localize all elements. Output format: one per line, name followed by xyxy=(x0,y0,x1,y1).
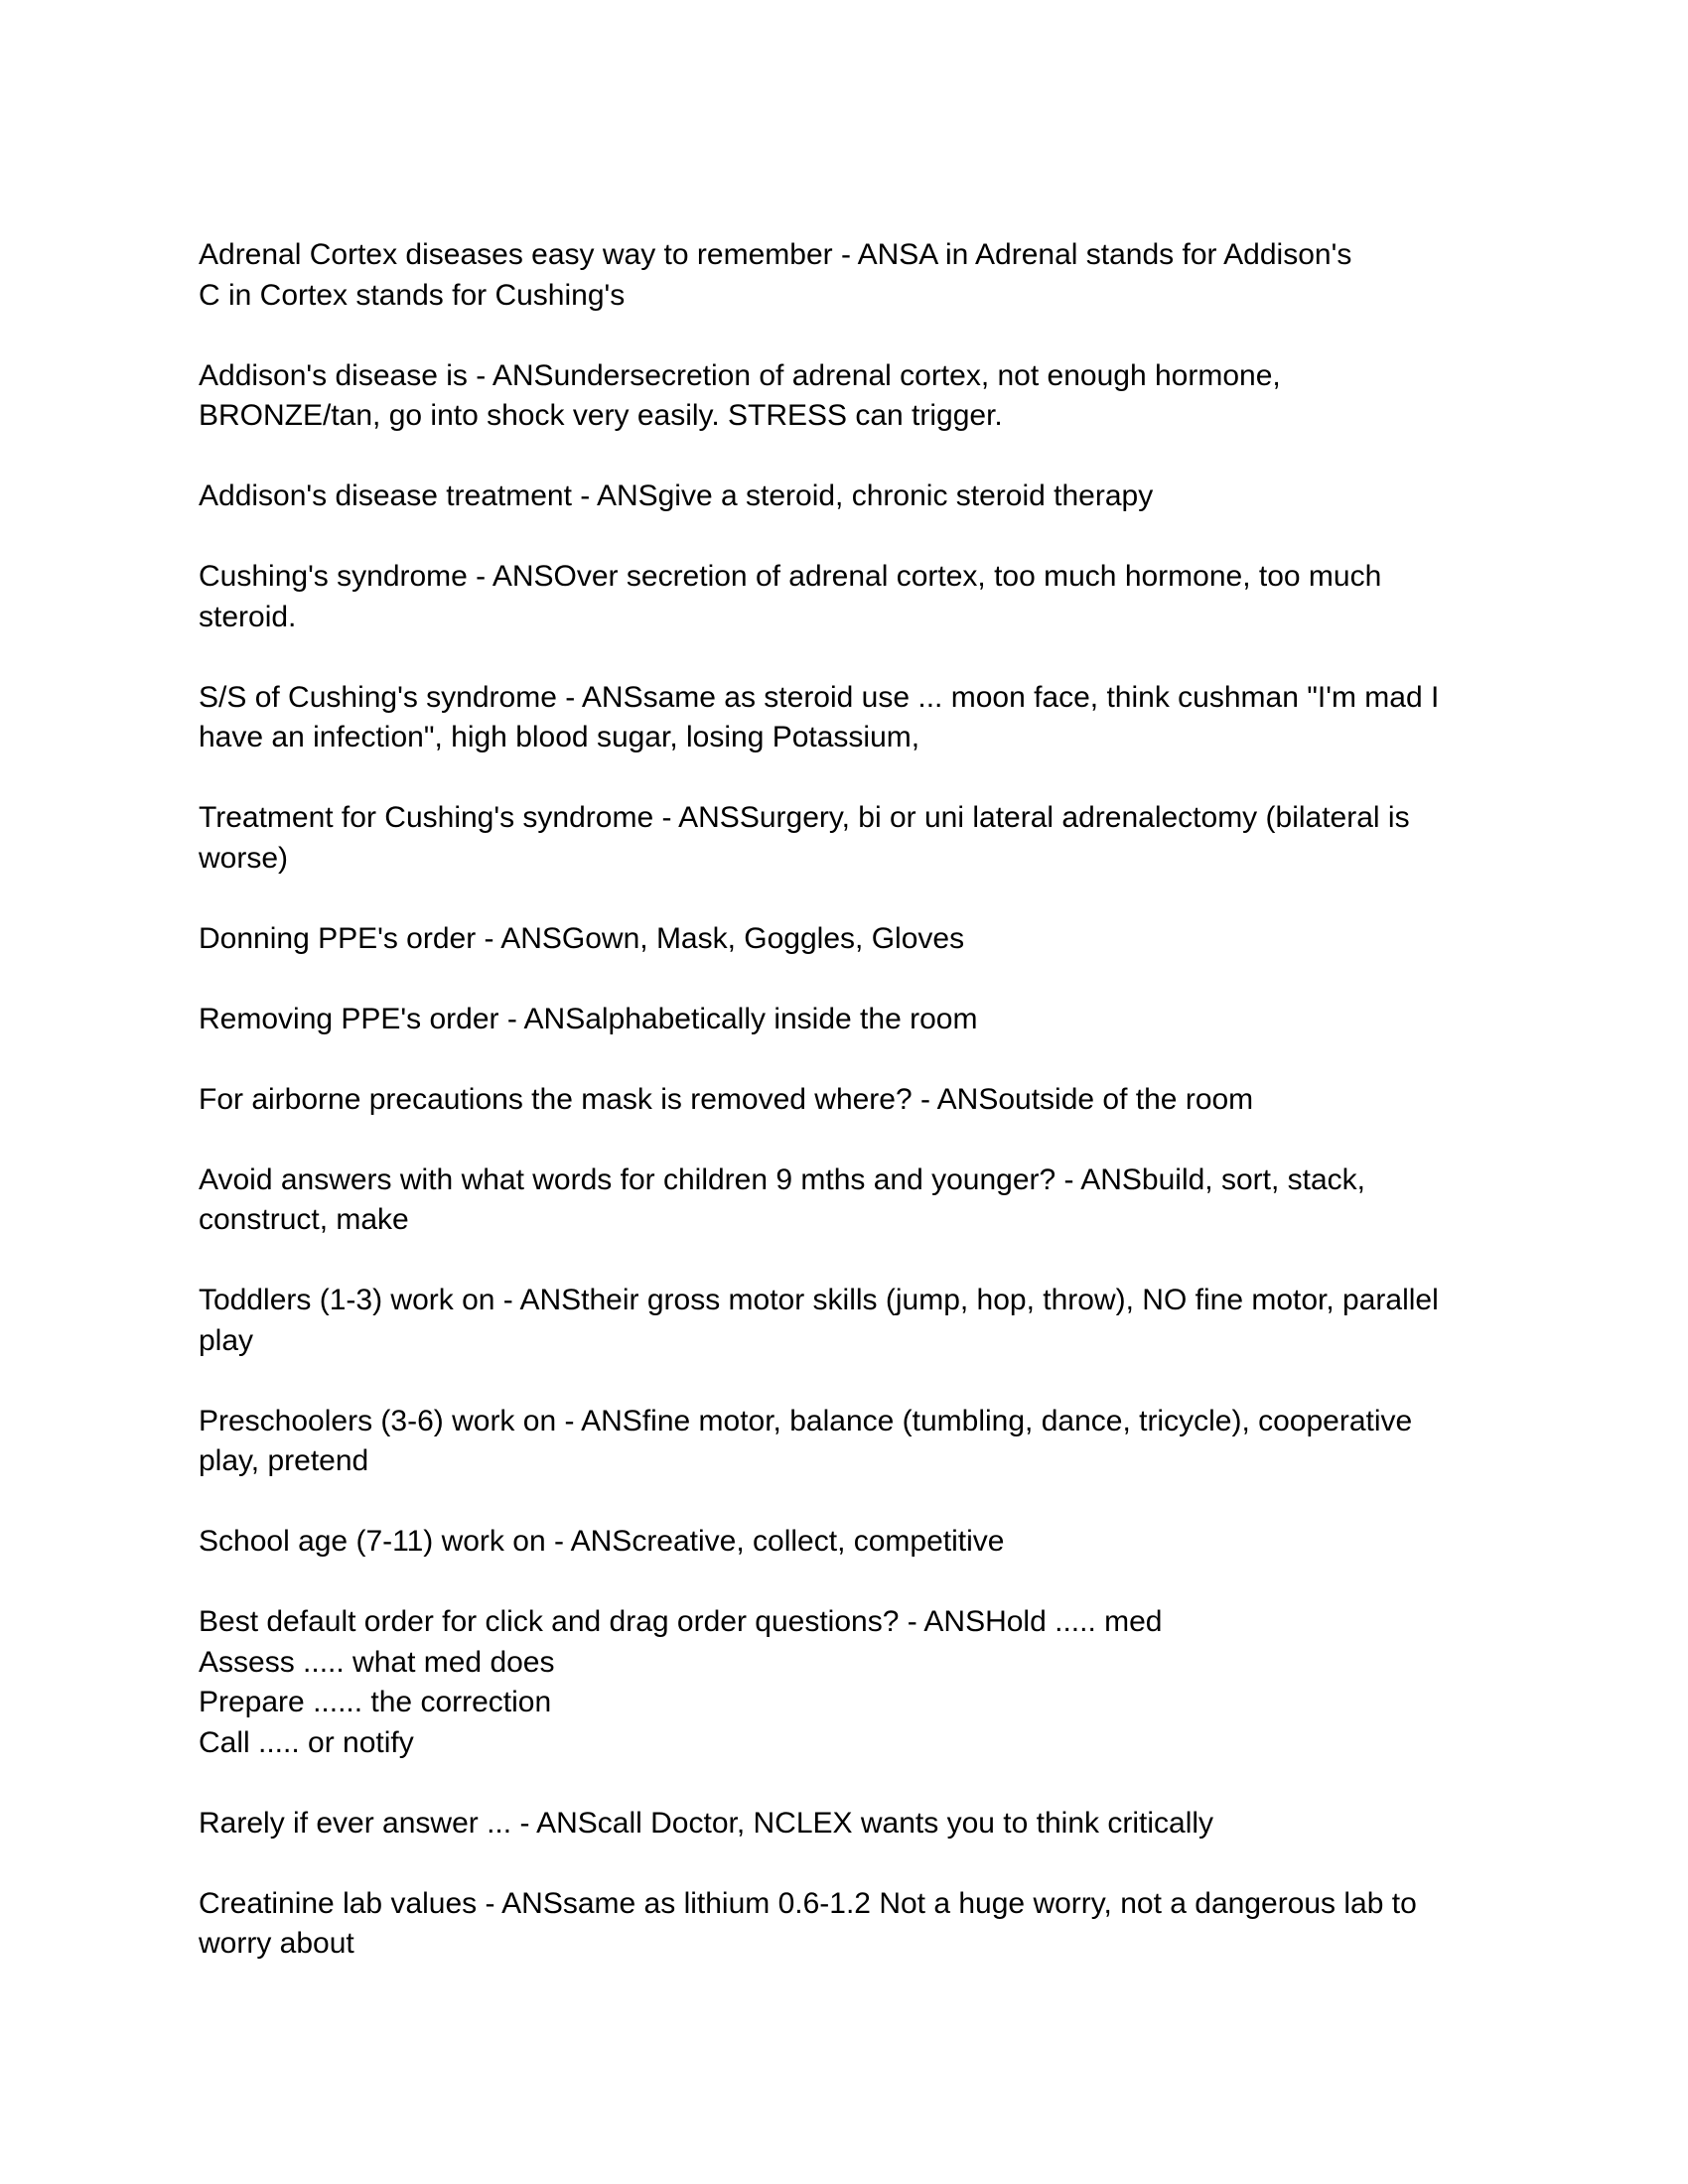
entry-cushings-syndrome: Cushing's syndrome - ANSOver secretion of adrenal cortex, too much hormone, too much steroid. xyxy=(199,560,1382,633)
entry-adrenal-cortex-mnemonic: Adrenal Cortex diseases easy way to remember - ANSA in Adrenal stands for Addison's C in Cortex stands for Cushing's xyxy=(199,238,1352,312)
entry-school-age: School age (7-11) work on - ANScreative, collect, competitive xyxy=(199,1525,1005,1558)
entry-airborne-precautions: For airborne precautions the mask is removed where? - ANSoutside of the room xyxy=(199,1082,1254,1116)
document-body xyxy=(199,235,1489,1965)
entry-click-drag-order: Best default order for click and drag order questions? - ANSHold ..... med Assess ..... what med does Prepare ...... the correction Call ..... or notify xyxy=(199,1605,1163,1759)
entry-creatinine: Creatinine lab values - ANSsame as lithium 0.6-1.2 Not a huge worry, not a dangerous lab to worry about xyxy=(199,1886,1417,1960)
entry-donning-ppe: Donning PPE's order - ANSGown, Mask, Goggles, Gloves xyxy=(199,921,965,955)
entry-preschoolers: Preschoolers (3-6) work on - ANSfine motor, balance (tumbling, dance, tricycle), cooperative play, pretend xyxy=(199,1404,1413,1477)
entry-rarely-answer: Rarely if ever answer ... - ANScall Doctor, NCLEX wants you to think critically xyxy=(199,1806,1214,1840)
entry-cushings-signs-symptoms: S/S of Cushing's syndrome - ANSsame as steroid use ... moon face, think cushman "I'm mad I have an infection", high blood sugar, losing Potassium, xyxy=(199,680,1440,753)
entry-cushings-treatment: Treatment for Cushing's syndrome - ANSSurgery, bi or uni lateral adrenalectomy (bilateral is worse) xyxy=(199,801,1410,875)
entry-toddlers: Toddlers (1-3) work on - ANStheir gross motor skills (jump, hop, throw), NO fine motor, parallel play xyxy=(199,1284,1439,1357)
entry-addisons-disease: Addison's disease is - ANSundersecretion of adrenal cortex, not enough hormone, BRONZE/tan, go into shock very easily. STRESS can trigger. xyxy=(199,358,1281,432)
entry-addisons-treatment: Addison's disease treatment - ANSgive a steroid, chronic steroid therapy xyxy=(199,479,1154,512)
entry-removing-ppe: Removing PPE's order - ANSalphabetically inside the room xyxy=(199,1002,978,1035)
entry-infant-avoid-words: Avoid answers with what words for children 9 mths and younger? - ANSbuild, sort, stack, construct, make xyxy=(199,1162,1365,1236)
